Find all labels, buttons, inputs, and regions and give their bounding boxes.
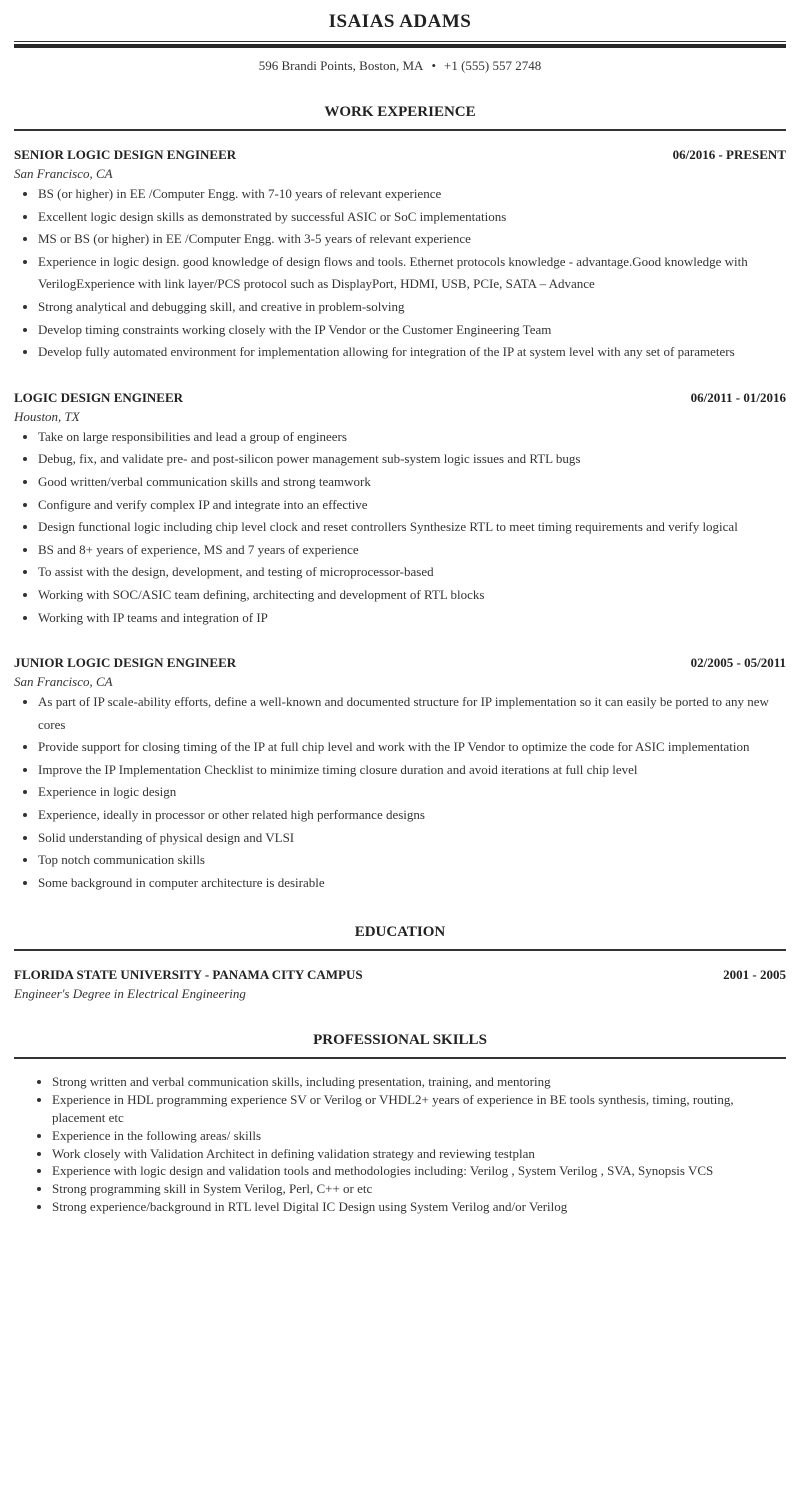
list-item: • Strong programming skill in System Verilog, Perl, C++ or etc — [52, 1180, 786, 1198]
section-divider — [14, 949, 786, 951]
job-title: SENIOR LOGIC DESIGN ENGINEER — [14, 147, 237, 162]
list-item: • Working with SOC/ASIC team defining, architecting and development of RTL blocks — [38, 584, 786, 607]
list-item: • Experience in logic design. good knowledge of design flows and tools. Ethernet protocols knowledge - advantage.Good knowledge with VerilogExperience with link layer/PCS protocol such as DisplayPort, HDMI, USB, PCIe, SATA – Advance — [38, 251, 786, 296]
list-item: • Solid understanding of physical design and VLSI — [38, 827, 786, 850]
list-item: • Configure and verify complex IP and integrate into an effective — [38, 494, 786, 517]
list-item: • Experience in HDL programming experience SV or Verilog or VHDL2+ years of experience in BE tools synthesis, timing, routing, placement etc — [52, 1091, 786, 1127]
list-item: • BS and 8+ years of experience, MS and 7 years of experience — [38, 539, 786, 562]
list-item: • Provide support for closing timing of the IP at full chip level and work with the IP Vendor to optimize the code for ASIC implementation — [38, 736, 786, 759]
job-duties-list — [14, 691, 786, 894]
list-item: • Some background in computer architecture is desirable — [38, 872, 786, 895]
list-item: • Top notch communication skills — [38, 849, 786, 872]
job-location: San Francisco, CA — [14, 166, 113, 181]
list-item: • Strong analytical and debugging skill, and creative in problem-solving — [38, 296, 786, 319]
job-header — [14, 390, 786, 406]
list-item: • Experience in the following areas/ skills — [52, 1127, 786, 1145]
phone: +1 (555) 557 2748 — [444, 58, 542, 73]
list-item: • Debug, fix, and validate pre- and post-silicon power management sub-system logic issues and RTL bugs — [38, 448, 786, 471]
job-entry — [14, 655, 786, 894]
list-item: • Excellent logic design skills as demonstrated by successful ASIC or SoC implementations — [38, 206, 786, 229]
skills-list — [14, 1073, 786, 1215]
list-item: • Working with IP teams and integration of IP — [38, 607, 786, 630]
section-title-education: EDUCATION — [354, 924, 446, 941]
job-dates: 02/2005 - 05/2011 — [690, 655, 786, 671]
school-name: FLORIDA STATE UNIVERSITY - PANAMA CITY CAMPUS — [14, 967, 363, 983]
job-title: LOGIC DESIGN ENGINEER — [14, 389, 184, 405]
job-duties-list — [14, 183, 786, 364]
header-divider — [14, 41, 786, 48]
list-item: • Experience in logic design — [38, 781, 786, 804]
job-dates: 06/2011 - 01/2016 — [690, 389, 786, 405]
list-item: • Design functional logic including chip level clock and reset controllers Synthesize RTL to meet timing requirements and verify logical — [38, 516, 786, 539]
job-title: JUNIOR LOGIC DESIGN ENGINEER — [14, 655, 237, 671]
list-item: • Develop timing constraints working closely with the IP Vendor or the Customer Engineering Team — [38, 319, 786, 342]
section-title-work: WORK EXPERIENCE — [324, 104, 476, 120]
address: 596 Brandi Points, Boston, MA — [258, 58, 424, 73]
separator-dot: • — [431, 58, 436, 73]
job-location: San Francisco, CA — [14, 674, 113, 690]
list-item: • Take on large responsibilities and lead a group of engineers — [38, 426, 786, 449]
list-item: • Improve the IP Implementation Checklist to minimize timing closure duration and avoid iterations at full chip level — [38, 759, 786, 782]
list-item: • BS (or higher) in EE /Computer Engg. with 7-10 years of relevant experience — [38, 183, 786, 206]
list-item: • Experience with logic design and validation tools and methodologies including: Verilog , System Verilog , SVA, Synopsis VCS — [52, 1162, 786, 1180]
job-dates: 06/2016 - PRESENT — [672, 147, 786, 162]
list-item: • Strong experience/background in RTL level Digital IC Design using System Verilog and/or Verilog — [52, 1198, 786, 1216]
list-item: • Strong written and verbal communication skills, including presentation, training, and mentoring — [52, 1073, 786, 1091]
job-header — [14, 655, 786, 671]
list-item: • Work closely with Validation Architect in defining validation strategy and reviewing testplan — [52, 1145, 786, 1163]
education-entry — [14, 967, 786, 1002]
section-divider — [14, 129, 786, 131]
list-item: • Experience, ideally in processor or other related high performance designs — [38, 804, 786, 827]
list-item: • Good written/verbal communication skills and strong teamwork — [38, 471, 786, 494]
degree: Engineer's Degree in Electrical Engineering — [14, 986, 246, 1002]
candidate-name: ISAIAS ADAMS — [328, 11, 472, 32]
list-item: • Develop fully automated environment for implementation allowing for integration of the IP at system level with any set of parameters — [38, 341, 786, 364]
education-dates: 2001 - 2005 — [723, 967, 786, 983]
job-entry — [14, 147, 786, 364]
job-header — [14, 147, 786, 163]
work-experience-list — [14, 147, 786, 894]
job-location: Houston, TX — [14, 408, 80, 424]
list-item: • To assist with the design, development, and testing of microprocessor-based — [38, 561, 786, 584]
section-divider — [14, 1057, 786, 1059]
list-item: • MS or BS (or higher) in EE /Computer Engg. with 3-5 years of relevant experience — [38, 228, 786, 251]
section-title-skills: PROFESSIONAL SKILLS — [313, 1032, 487, 1049]
contact-line — [14, 58, 786, 74]
job-duties-list — [14, 426, 786, 629]
job-entry — [14, 390, 786, 629]
list-item: • As part of IP scale-ability efforts, define a well-known and documented structure for IP implementation so it can easily be ported to any new cores — [38, 691, 786, 736]
